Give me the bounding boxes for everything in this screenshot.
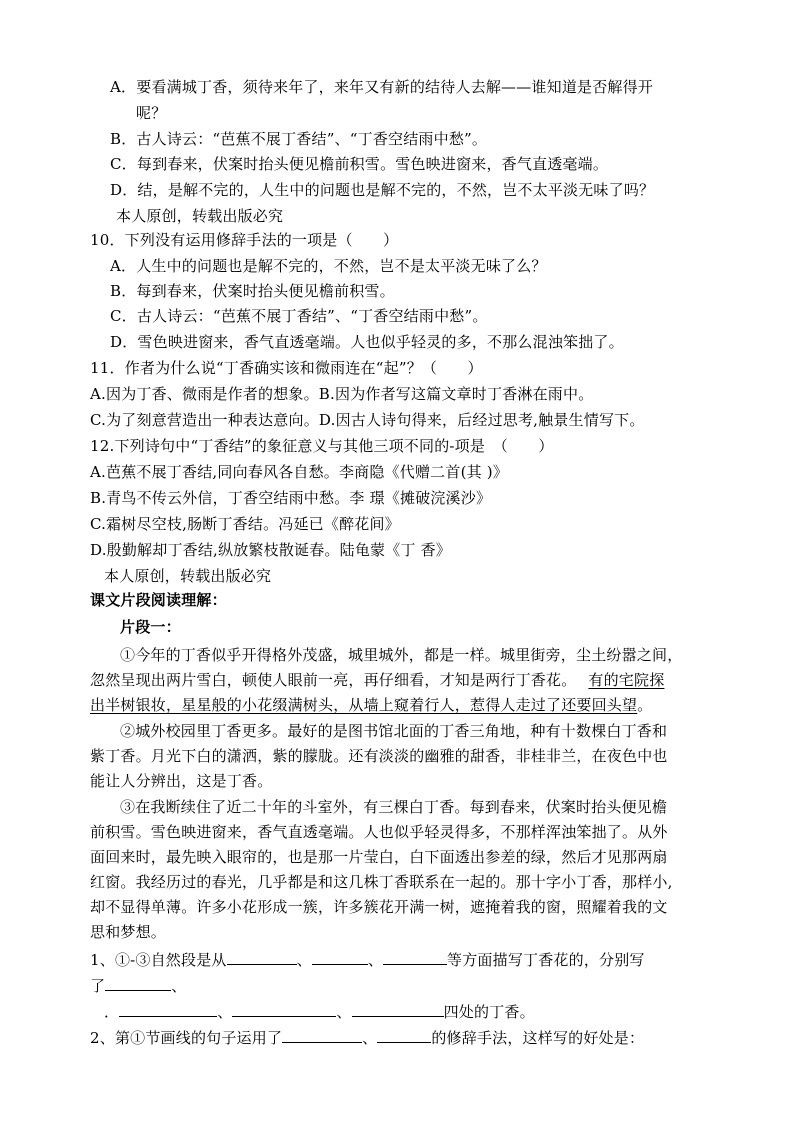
paragraph-2-line: 能让人分辨出，这是丁香。 [90,772,273,790]
answer-blank[interactable] [312,950,368,965]
q12-option-c: C.霜树尽空枝,肠断丁香结。冯延已《醉花间》 [90,515,400,533]
answer-blank[interactable] [119,1002,217,1017]
q12-option-d: D.殷勤解却丁香结,纵放繁枝散诞春。陆龟蒙《丁 香》 [90,541,451,559]
paragraph-3-line: 却不显得单薄。许多小花形成一簇，许多簇花开满一树，遮掩着我的窗，照耀着我的文 [90,898,668,916]
q11-stem: 11．作者为什么说“丁香确实该和微雨连在“起”？（ ） [90,359,483,377]
q9-option-b: B．古人诗云：“芭蕉不展丁香结”、“丁香空结雨中愁”。 [110,130,488,148]
answer-blank[interactable] [377,1028,431,1043]
q10-stem: 10．下列没有运用修辞手法的一项是（ ） [90,231,399,249]
underlined-sentence: 有的宅院探 [588,671,665,689]
q10-option-a: A．人生中的问题也是解不完的，不然，岂不是太平淡无味了么？ [110,257,547,275]
q9-option-c: C．每到春来，伏案时抬头便见檐前积雪。雪色映进窗来，香气直透毫端。 [110,155,609,173]
answer-blank[interactable] [232,1002,336,1017]
q10-option-c: C．古人诗云：“芭蕉不展丁香结”、“丁香空结雨中愁”。 [110,307,488,325]
paragraph-2-line: ②城外校园里丁香更多。最好的是图书馆北面的丁香三角地，种有十数棵白丁香和 [120,722,668,740]
paragraph-1-line: ①今年的丁香似乎开得格外茂盛，城里城外，都是一样。城里街旁，尘土纷嚣之间， [120,646,683,664]
exercise-1-line: ． 、 、 四处的丁香。 [104,1003,535,1021]
answer-blank[interactable] [227,950,297,965]
q9-option-a-cont: 呢？ [136,104,167,122]
q9-option-d: D．结，是解不完的，人生中的问题也是解不完的，不然，岂不太平淡无味了吗？ [110,181,655,199]
q11-options-ab: A.因为丁香、微雨是作者的想象。B.因为作者写这篇文章时丁香淋在雨中。 [90,385,594,403]
q9-option-a: A．要看满城丁香，须待来年了，来年又有新的结待人去解——谁知道是否解得开 [110,78,654,96]
exercise-1-line: 了 、 [90,977,187,995]
answer-blank[interactable] [282,1028,362,1043]
q11-options-cd: C.为了刻意营造出一种表达意向。D.因古人诗句得来，后经过思考,触景生情写下。 [90,411,645,429]
paragraph-2-line: 紫丁香。月光下白的潇洒，紫的朦胧。还有淡淡的幽雅的甜香，非桂非兰，在夜色中也 [90,747,668,765]
exercise-2-line: 2、第①节画线的句子运用了 、 的修辞手法，这样写的好处是： [90,1029,645,1047]
q12-stem: 12.下列诗句中“丁香结”的象征意义与其他三项不同的-项是 （ ） [90,437,554,455]
q12-option-b: B.青鸟不传云外信，丁香空结雨中愁。李 璟《摊破浣溪沙》 [90,489,492,507]
answer-blank[interactable] [383,950,447,965]
paragraph-1-line: 出半树银妆，星星般的小花缀满树头，从墙上窥着行人，惹得人走过了还要回头望。 [90,696,653,714]
fragment-title: 片段一： [120,618,181,636]
q10-option-b: B．每到春来，伏案时抬头便见檐前积雪。 [110,282,395,300]
copyright-note: 本人原创，转载出版必究 [116,207,284,225]
answer-blank[interactable] [105,976,171,991]
paragraph-3-line: 思和梦想。 [90,923,167,941]
underlined-sentence: 出半树银妆，星星般的小花缀满树头，从墙上窥着行人，惹得人走过了还要回头望 [90,696,638,714]
reading-heading: 课文片段阅读理解： [90,591,227,609]
q12-option-a: A.芭蕉不展丁香结,同向春风各自愁。李商隐《代赠二首(其 )》 [90,463,509,481]
paragraph-3-line: 红窗。我经历过的春光，几乎都是和这几株丁香联系在一起的。那十字小丁香，那样小, [90,873,673,891]
answer-blank[interactable] [352,1002,444,1017]
paragraph-3-line: 前积雪。雪色映进窗来，香气直透毫端。人也似乎轻灵得多，不那样浑浊笨拙了。从外 [90,823,668,841]
q10-option-d: D．雪色映进窗来，香气直透毫端。人也似乎轻灵的多，不那么混浊笨拙了。 [110,333,624,351]
copyright-note: 本人原创，转载出版必究 [104,567,272,585]
paragraph-3-line: 面回来时，最先映入眼帘的，也是那一片莹白，白下面透出参差的绿，然后才见那两扇 [90,848,668,866]
paragraph-1-line: 忽然呈现出两片雪白，顿使人眼前一亮，再仔细看，才知是两行丁香花。 有的宅院探 [90,671,665,689]
paragraph-3-line: ③在我断续住了近二十年的斗室外，有三棵白丁香。每到春来，伏案时抬头便见檐 [120,798,668,816]
exercise-1-line: 1、①-③自然段是从 、 、 等方面描写丁香花的，分别写 [90,951,645,969]
